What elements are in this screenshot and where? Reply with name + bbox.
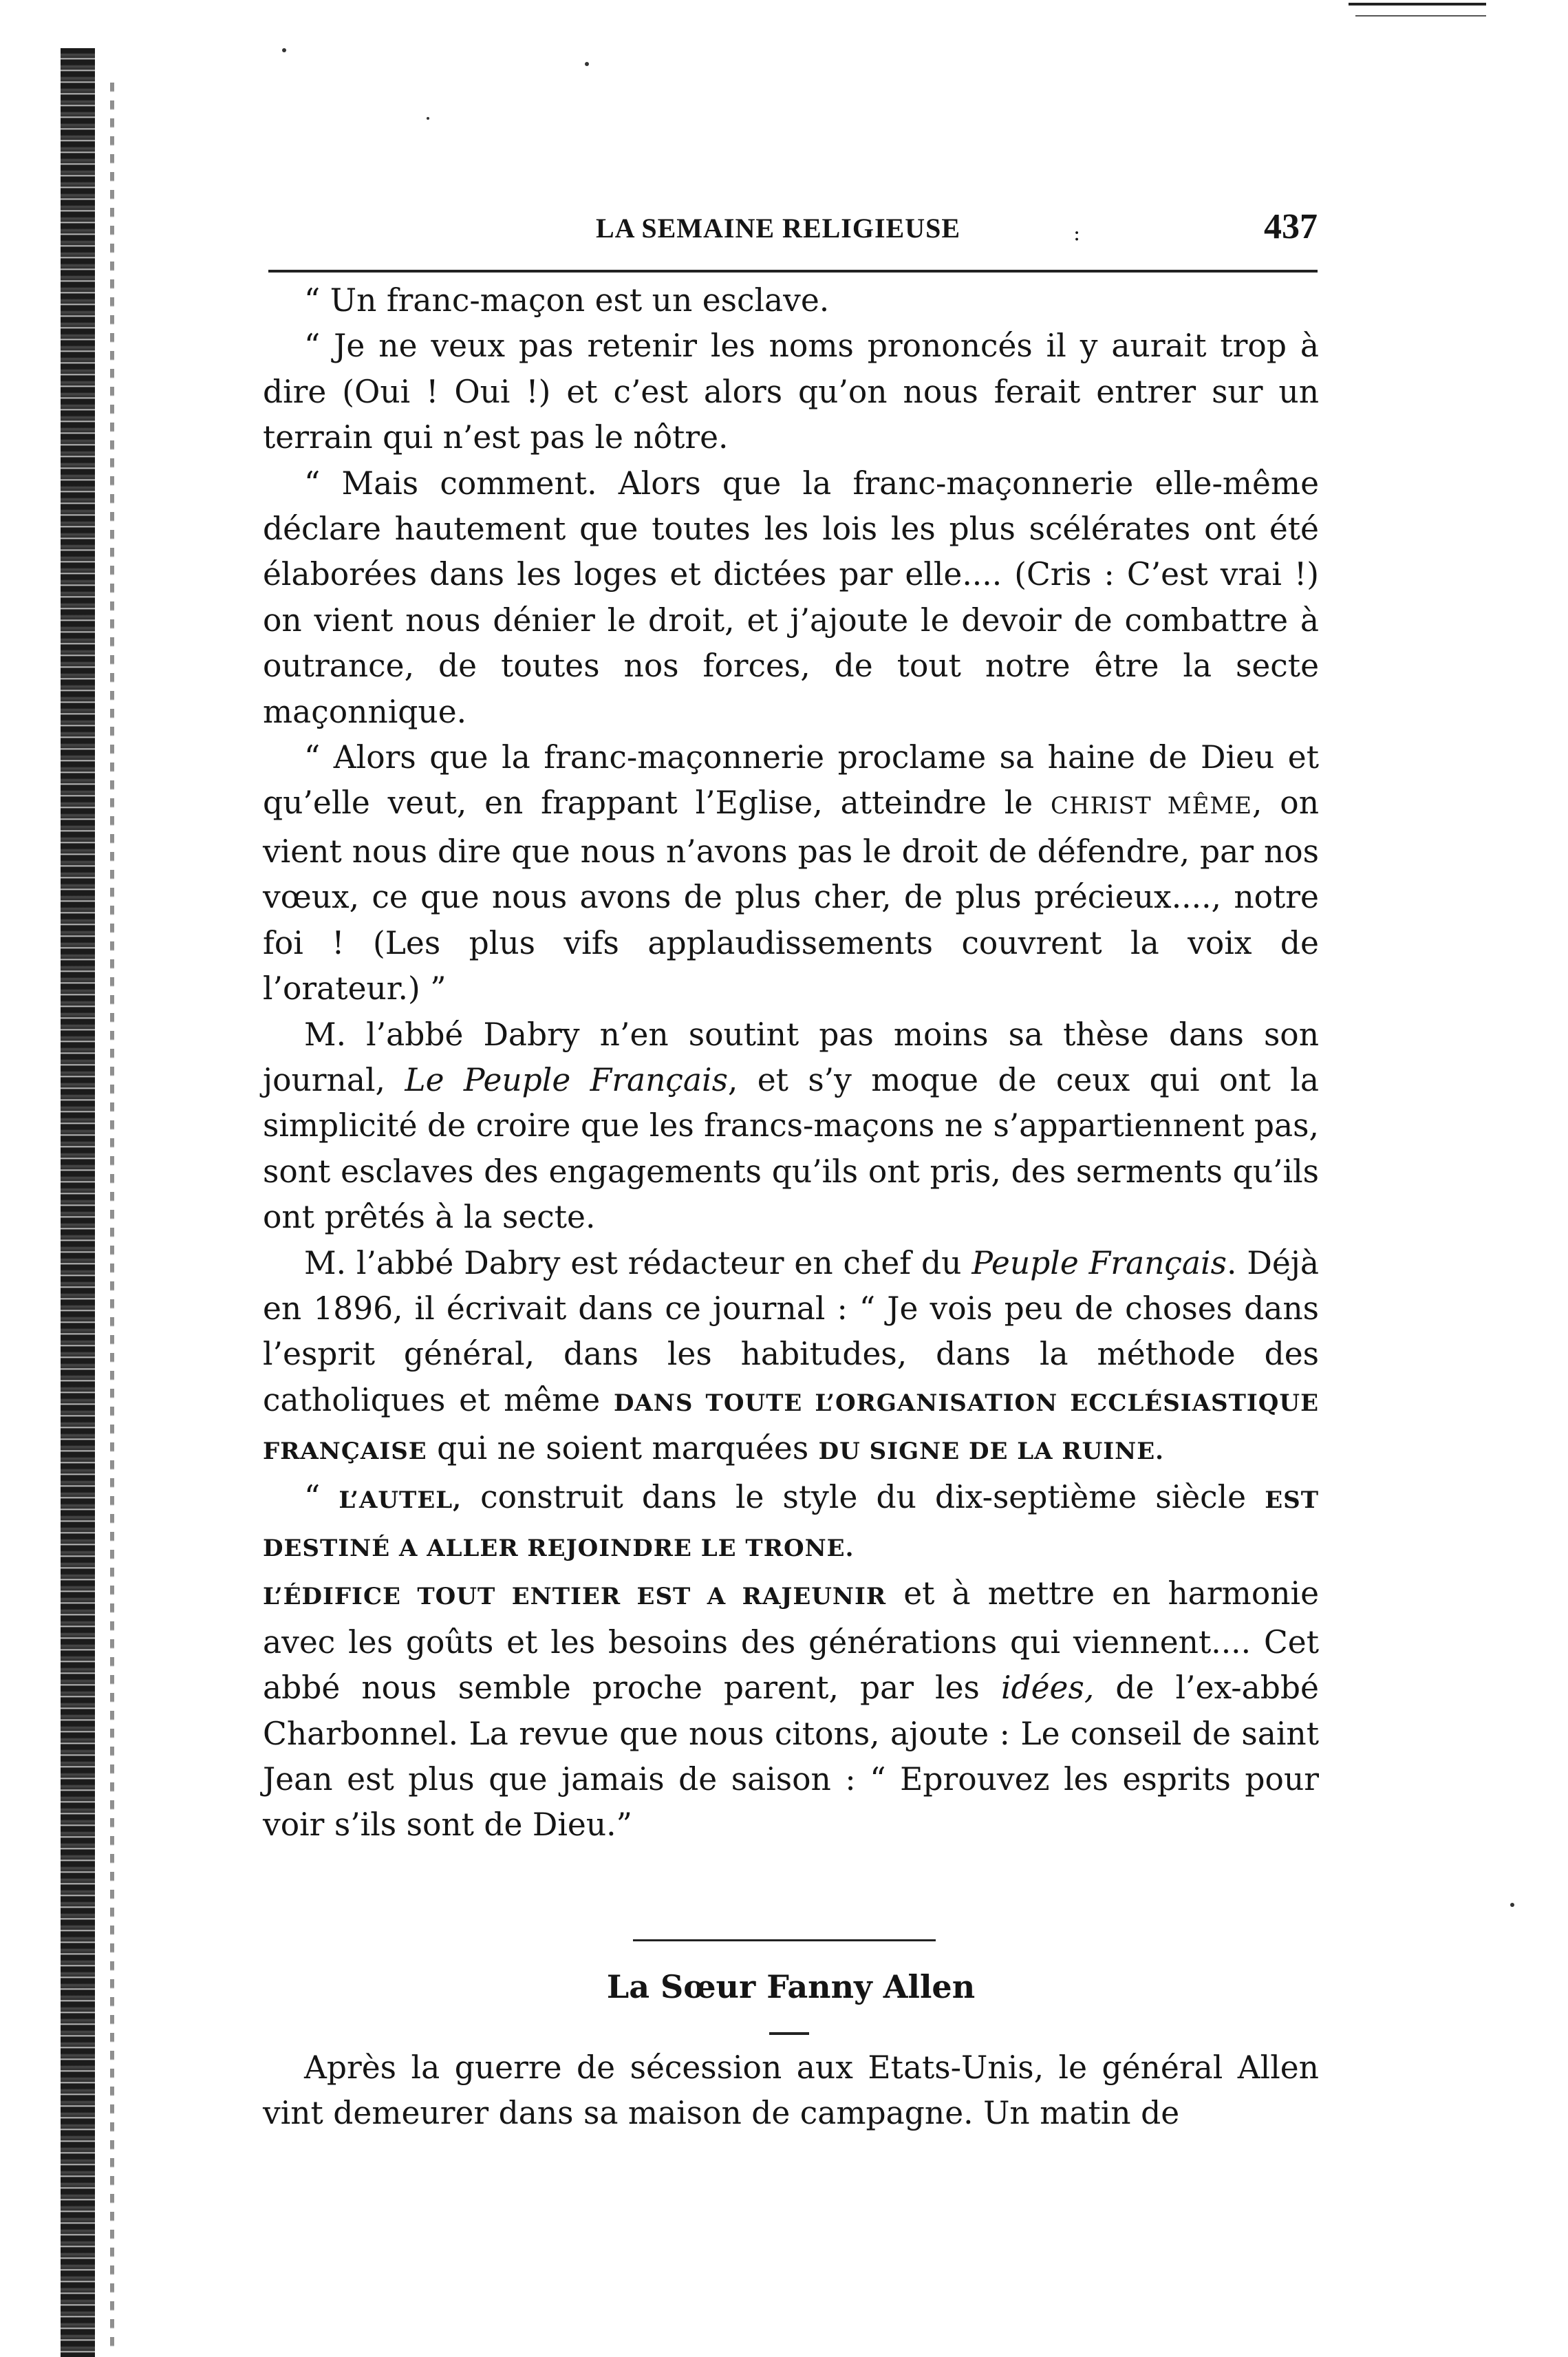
page-number: 437 — [1264, 207, 1318, 246]
paragraph-8-text-cont: de l’ex-abbé Charbonnel. La revue que nous citons, ajoute : Le conseil de saint Jean est plus que jamais de saison : “ Eprouvez les esprits pour voir s’ils sont de Dieu.” — [263, 1670, 1319, 1844]
paragraph-7-text: construit dans le style du dix-septième siècle — [461, 1478, 1265, 1515]
paragraph-4 — [263, 735, 1319, 1012]
corner-mark — [1349, 3, 1486, 6]
corner-mark-thin — [1355, 15, 1486, 17]
binding-shadow — [110, 83, 114, 2354]
paragraph-6-text: M. l’abbé Dabry est rédacteur en chef du — [304, 1244, 972, 1281]
scan-speck — [1510, 1903, 1514, 1907]
scan-speck — [427, 117, 429, 120]
scan-speck — [585, 62, 589, 66]
header-rule — [268, 270, 1318, 273]
journal-title-italic-2: Peuple Français — [971, 1244, 1227, 1281]
section-divider — [633, 1939, 936, 1941]
paragraph-6-text-cont-2: qui ne soient marquées — [427, 1430, 819, 1467]
paragraph-5 — [263, 1012, 1319, 1241]
paragraph-1-text: “ Un franc-maçon est un esclave. — [304, 282, 830, 319]
running-head — [261, 206, 1318, 262]
edifice-smallcaps: L’ÉDIFICE TOUT ENTIER EST A RAJEUNIR — [263, 1583, 887, 1611]
paragraph-1 — [263, 278, 1319, 323]
paragraph-7-quote: “ — [304, 1478, 339, 1515]
paragraph-6 — [263, 1241, 1319, 1475]
scan-speck — [282, 48, 286, 52]
running-head-title: LA SEMAINE RELIGIEUSE — [596, 213, 961, 244]
main-text — [263, 278, 1319, 1848]
idees-italic: idées, — [1000, 1670, 1095, 1707]
paragraph-8 — [263, 1571, 1319, 1848]
paragraph-3 — [263, 461, 1319, 735]
journal-title-italic: Le Peuple Français — [405, 1061, 728, 1098]
paragraph-3-text: “ Mais comment. Alors que la franc-maçonnerie elle-même déclare hautement que toutes les lois les plus scélérates ont été élaborées dans les loges et dictées par elle.... (Cris : C’est vrai !) on vient nous dénier le droit, et j’ajoute le devoir de combattre à outrance, de toutes nos forces, de tout notre être la secte maçonnique. — [263, 465, 1319, 730]
paragraph-6-text-cont: . Déjà en 1896, il écrivait dans ce journal : “ Je vois peu de choses dans l’esprit général, dans les habitudes, dans la méthode des catholiques et même — [263, 1244, 1319, 1418]
emphasis-smallcaps-1: DANS TOUTE L’ORGANISATION ECCLÉSIASTIQUE FRANÇAISE — [263, 1389, 1319, 1466]
christ-meme-smallcaps: CHRIST MÊME — [1050, 792, 1253, 820]
paragraph-2 — [263, 323, 1319, 460]
paragraph-4-text-cont: , on vient nous dire que nous n’avons pas le droit de défendre, par nos vœux, ce que nous avons de plus cher, de plus précieux...., notre foi ! (Les plus vifs applaudissements couvrent la voix de l’orateur.) ” — [263, 785, 1320, 1007]
paragraph-5-text: M. l’abbé Dabry n’en soutint pas moins sa thèse dans son journal, — [263, 1016, 1319, 1098]
autel-smallcaps: L’AUTEL, — [339, 1486, 462, 1514]
section-paragraph: Après la guerre de sécession aux Etats-Unis, le général Allen vint demeurer dans sa maison de campagne. Un matin de — [263, 2049, 1319, 2132]
section-text — [263, 2045, 1319, 2137]
binding-edge — [61, 48, 95, 2357]
paragraph-2-text: “ Je ne veux pas retenir les noms prononcés il y aurait trop à dire (Oui ! Oui !) et c’est alors qu’on nous ferait entrer sur un terrain qui n’est pas le nôtre. — [263, 328, 1319, 456]
trone-smallcaps: EST DESTINÉ A ALLER REJOINDRE LE TRONE. — [263, 1486, 1319, 1562]
emphasis-smallcaps-2: DU SIGNE DE LA RUINE. — [818, 1438, 1164, 1466]
paragraph-5-text-cont: , et s’y moque de ceux qui ont la simplicité de croire que les francs-maçons ne s’appartiennent pas, sont esclaves des engagements qu’ils ont pris, des serments qu’ils ont prêtés à la secte. — [263, 1061, 1319, 1236]
paragraph-8-text: et à mettre en harmonie avec les goûts et les besoins des générations qui viennent.... Cet abbé nous semble proche parent, par les — [263, 1575, 1319, 1707]
paragraph-4-text: “ Alors que la franc-maçonnerie proclame sa haine de Dieu et qu’elle veut, en frappant l’Eglise, atteindre le — [263, 739, 1319, 822]
section-title: La Sœur Fanny Allen — [606, 1968, 976, 2005]
running-head-separator: : — [1073, 222, 1081, 246]
title-dash — [769, 2032, 809, 2035]
paragraph-7 — [263, 1475, 1319, 1572]
